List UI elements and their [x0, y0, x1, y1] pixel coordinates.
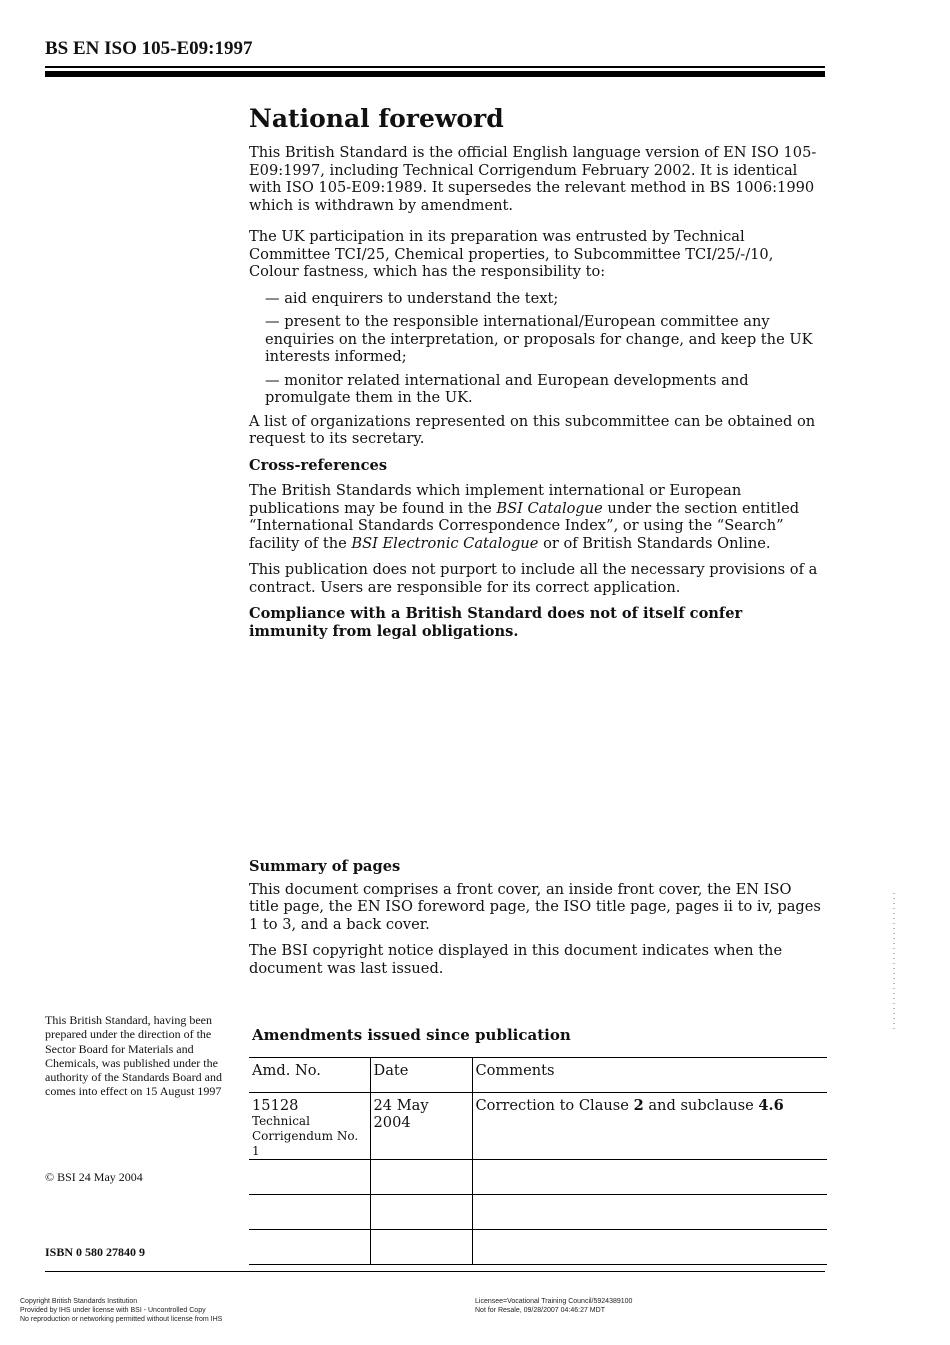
- table-row: [249, 1230, 827, 1265]
- isbn: ISBN 0 580 27840 9: [45, 1245, 146, 1259]
- footer-license-left: [20, 1297, 222, 1324]
- empty-cell: [370, 1230, 472, 1265]
- table-row: [249, 1195, 827, 1230]
- column-header: Date: [370, 1058, 472, 1093]
- empty-cell: [472, 1230, 827, 1265]
- table-row: [249, 1160, 827, 1195]
- header-rule-thick: [45, 71, 825, 77]
- cross-references-heading: Cross-references: [249, 456, 388, 474]
- footer-line: Provided by IHS under license with BSI - Uncontrolled Copy: [20, 1307, 206, 1314]
- comment-text: Correction to Clause: [475, 1097, 634, 1114]
- list-item: — present to the responsible international/European committee any enquiries on the interpretation, or proposals for change, and keep the UK interests informed;: [265, 313, 813, 365]
- copyright-date: © BSI 24 May 2004: [45, 1170, 143, 1184]
- list-item: — aid enquirers to understand the text;: [265, 289, 559, 307]
- cross-references-paragraph: [249, 482, 825, 552]
- amd-date-cell: 24 May 2004: [370, 1093, 472, 1160]
- empty-cell: [472, 1195, 827, 1230]
- cross-text: under the section entitled “International Standards Correspondence Index”, or using the “Search” facility of the: [249, 499, 800, 552]
- footer-line: Licensee=Vocational Training Council/5924389100: [475, 1298, 633, 1305]
- publication-sidenote: This British Standard, having been prepared under the direction of the Sector Board for Materials and Chemicals, was published under the authority of the Standards Board and comes into effect on 15 August 1997: [45, 1013, 222, 1099]
- compliance-statement: Compliance with a British Standard does not of itself confer immunity from legal obligations.: [249, 605, 743, 640]
- empty-cell: [249, 1230, 370, 1265]
- subclause-number: 4.6: [758, 1097, 784, 1114]
- amendments-table: [249, 1057, 827, 1265]
- page-title: National foreword: [249, 104, 504, 133]
- amd-number: 15128: [252, 1097, 299, 1114]
- national-foreword-section: [249, 100, 825, 649]
- empty-cell: [249, 1195, 370, 1230]
- participation-paragraph: The UK participation in its preparation was entrusted by Technical Committee TCI/25, Chemical properties, to Subcommittee TCI/25/-/10, Colour fastness, which has the responsibility to:: [249, 228, 774, 280]
- organizations-paragraph: A list of organizations represented on this subcommittee can be obtained on request to its secretary.: [249, 412, 816, 447]
- comment-text: and subclause: [643, 1097, 759, 1114]
- footer-rule: [45, 1271, 825, 1272]
- cross-text: or of British Standards Online.: [538, 534, 771, 552]
- bsi-catalogue-title: BSI Catalogue: [496, 499, 603, 517]
- footer-line: Copyright British Standards Institution: [20, 1298, 138, 1305]
- footer-line: Not for Resale, 09/28/2007 04:46:27 MDT: [475, 1307, 605, 1314]
- column-header: Comments: [472, 1058, 827, 1093]
- table-header-row: [249, 1058, 827, 1093]
- empty-cell: [370, 1195, 472, 1230]
- table-row: [249, 1093, 827, 1160]
- clause-number: 2: [633, 1097, 644, 1114]
- summary-heading: Summary of pages: [249, 858, 401, 875]
- empty-cell: [249, 1160, 370, 1195]
- bsi-electronic-catalogue-title: BSI Electronic Catalogue: [351, 534, 539, 552]
- summary-of-pages-section: [249, 858, 825, 986]
- intro-paragraph: This British Standard is the official English language version of EN ISO 105-E09:1997, including Technical Corrigendum February 2002. It is identical with ISO 105-E09:1989. It supersedes the relevant method in BS 1006:1990 which is withdrawn by amendment.: [249, 144, 817, 214]
- cross-text: The British Standards which implement international or European publications may be found in the: [249, 482, 742, 517]
- amendments-heading: Amendments issued since publication: [252, 1026, 571, 1044]
- empty-cell: [472, 1160, 827, 1195]
- empty-cell: [370, 1160, 472, 1195]
- margin-watermark-mark: [893, 893, 895, 1031]
- amd-comment-cell: [472, 1093, 827, 1160]
- column-header: Amd. No.: [249, 1058, 370, 1093]
- amd-subtitle: Technical Corrigendum No. 1: [252, 1114, 359, 1158]
- footer-license-right: [475, 1297, 632, 1315]
- list-item: — monitor related international and European developments and promulgate them in the UK.: [265, 371, 749, 406]
- footer-line: No reproduction or networking permitted without license from IHS: [20, 1316, 223, 1323]
- provisions-paragraph: This publication does not purport to include all the necessary provisions of a contract. Users are responsible for its correct application.: [249, 561, 818, 596]
- summary-paragraph: This document comprises a front cover, an inside front cover, the EN ISO title page, the EN ISO foreword page, the ISO title page, pages ii to iv, pages 1 to 3, and a back cover.: [249, 880, 821, 933]
- document-id-header: BS EN ISO 105-E09:1997: [45, 38, 253, 59]
- amd-number-cell: [249, 1093, 370, 1160]
- copyright-notice-paragraph: The BSI copyright notice displayed in this document indicates when the document was last issued.: [249, 942, 783, 977]
- header-rule-thin: [45, 66, 825, 68]
